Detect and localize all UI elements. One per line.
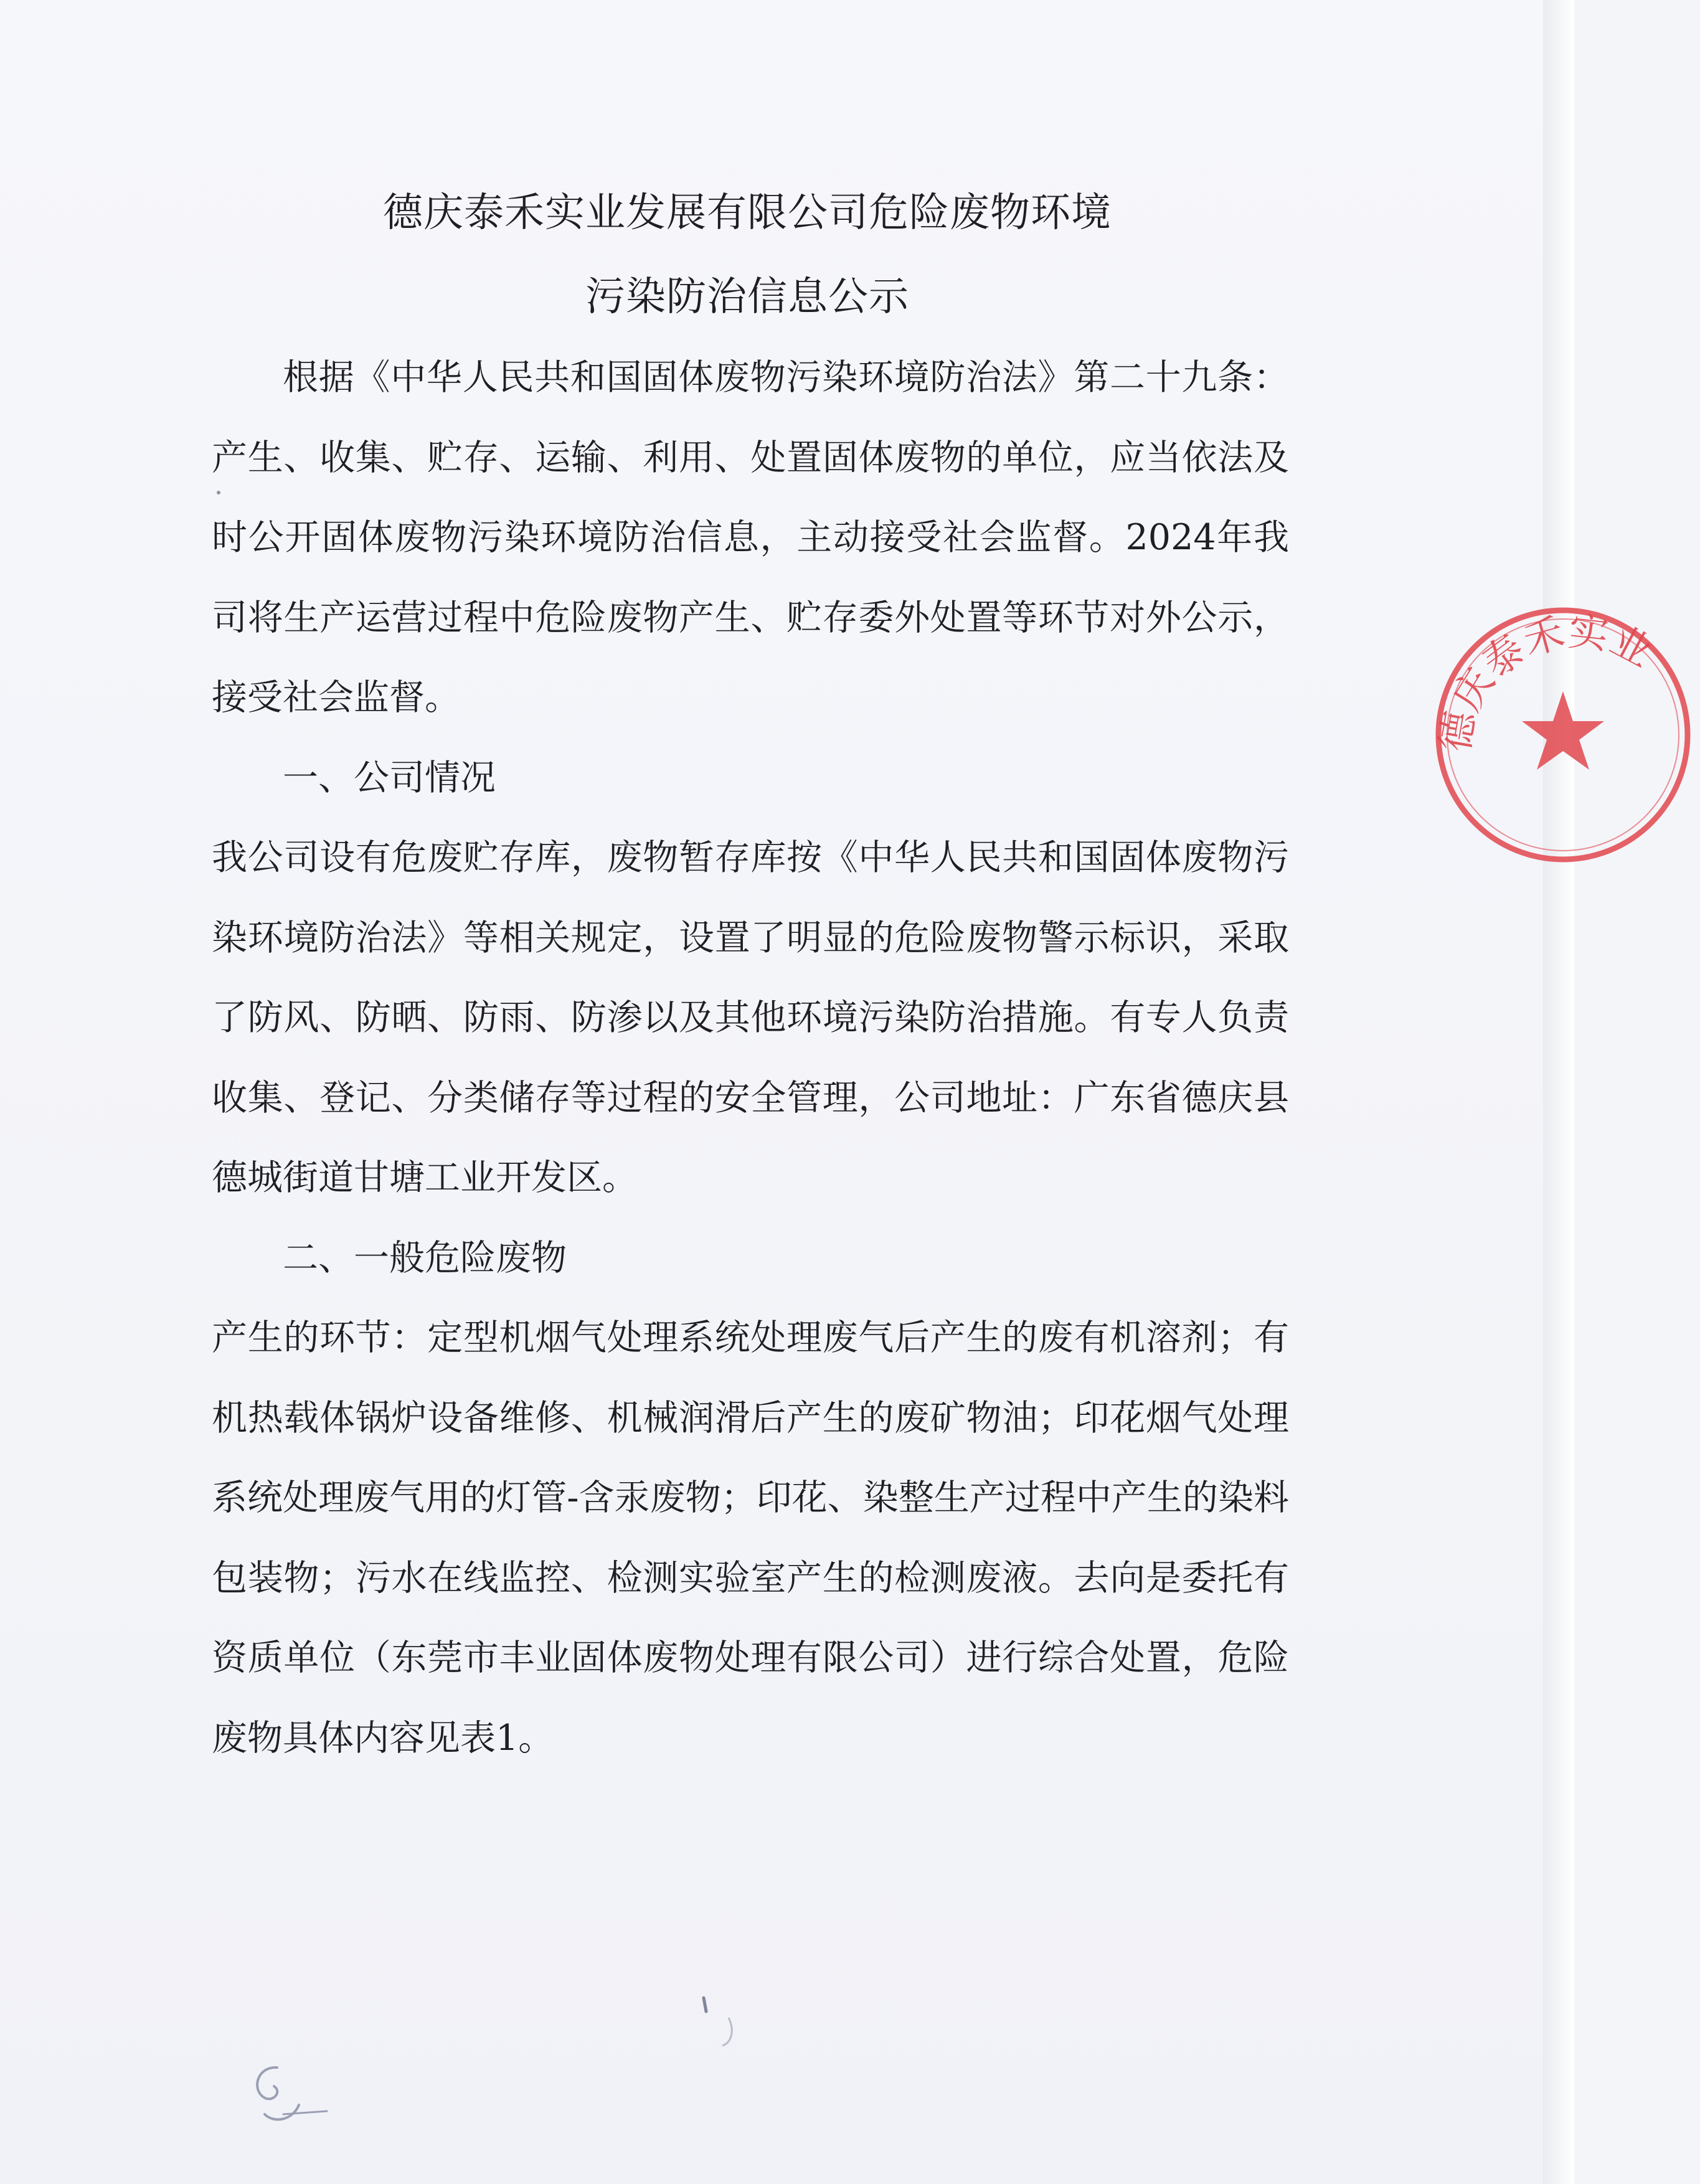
page-edge [1543, 0, 1574, 2184]
company-paragraph: 我公司设有危废贮存库，废物暂存库按《中华人民共和国固体废物污染环境防治法》等相关规定，设置了明显的危险废物警示标识，采取了防风、防晒、防雨、防渗以及其他环境污染防治措施。有专人负责收集、登记、分类储存等过程的安全管理，公司地址：广东省德庆县德城街道甘塘工业开发区。 [212, 837, 1289, 1198]
scan-speck [215, 489, 222, 496]
stamp-text: 德庆泰禾实业 [1432, 608, 1660, 755]
waste-paragraph: 产生的环节：定型机烟气处理系统处理废气后产生的废有机溶剂；有机热载体锅炉设备维修、机械润滑后产生的废矿物油；印花烟气处理系统处理废气用的灯管-含汞废物；印花、染整生产过程中产生的染料包装物；污水在线监控、检测实验室产生的检测废液。去向是委托有资质单位（东莞市丰业固体废物处理有限公司）进行综合处置，危险废物具体内容见表1。 [212, 1317, 1289, 1759]
pen-mark [685, 1993, 760, 2049]
section-heading-waste: 二、一般危险废物 [283, 1237, 567, 1279]
intro-paragraph: 根据《中华人民共和国固体废物污染环境防治法》第二十九条：产生、收集、贮存、运输、利用、处置固体废物的单位，应当依法及时公开固体废物污染环境防治信息，主动接受社会监督。2024年我司将生产运营过程中危险废物产生、贮存委外处置等环节对外公示，接受社会监督。 [212, 357, 1289, 718]
handwritten-page-number [240, 2055, 339, 2136]
document-body [212, 338, 1289, 1778]
company-seal-stamp [1426, 598, 1700, 872]
section-heading-company: 一、公司情况 [283, 757, 496, 798]
document-title-line1: 德庆泰禾实业发展有限公司危险废物环境 [383, 190, 1112, 236]
document-title-line2: 污染防治信息公示 [585, 274, 909, 320]
